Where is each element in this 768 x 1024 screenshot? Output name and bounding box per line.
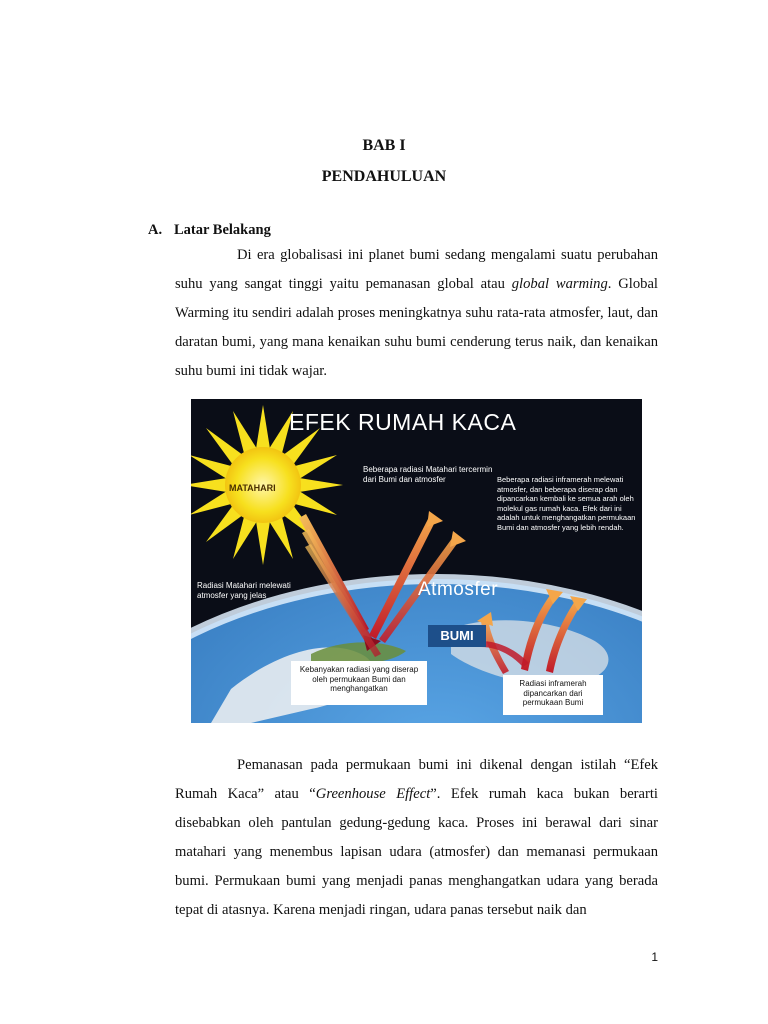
solar-passes-label: Radiasi Matahari melewati atmosfer yang jelas — [197, 581, 291, 600]
section-title: Latar Belakang — [174, 222, 271, 238]
paragraph-greenhouse-text-1: Pemanasan pada permukaan bumi ini dikenal dengan istilah “Efek Rumah Kaca” atau “ — [175, 757, 658, 802]
section-letter: A. — [148, 222, 163, 238]
paragraph-intro-italic: global warming — [511, 276, 608, 292]
paragraph-intro — [175, 241, 658, 386]
infrared-absorption-label: Beberapa radiasi inframerah melewati atmosfer, dan beberapa diserap dan dipancarkan kembali ke semua arah oleh molekul gas rumah kaca. Efek dari ini adalah untuk menghangatkan permukaan Bumi dan atmosfer yang lebih rendah. — [497, 475, 636, 532]
page-number: 1 — [651, 950, 658, 964]
greenhouse-effect-figure — [191, 399, 642, 723]
paragraph-intro-text-2: . Global Warming itu sendiri adalah proses meningkatnya suhu rata-rata atmosfer, laut, dan daratan bumi, yang mana kenaikan suhu bumi cenderung terus naik, dan kenaikan suhu bumi ini tidak wajar. — [175, 276, 658, 379]
paragraph-intro-text-1: Di era globalisasi ini planet bumi sedang mengalami suatu perubahan suhu yang sangat tinggi yaitu pemanasan global atau — [175, 247, 658, 292]
paragraph-greenhouse-italic: Greenhouse Effect — [315, 786, 431, 802]
sun-label: MATAHARI — [229, 483, 276, 493]
infrared-emitted-label: Radiasi inframerah dipancarkan dari permukaan Bumi — [503, 675, 603, 715]
absorbed-radiation-label: Kebanyakan radiasi yang diserap oleh permukaan Bumi dan menghangatkan — [291, 661, 427, 705]
reflected-radiation-label: Beberapa radiasi Matahari tercermin dari Bumi dan atmosfer — [363, 465, 493, 484]
paragraph-greenhouse-text-2: ”. Efek rumah kaca bukan berarti disebabkan oleh pantulan gedung-gedung kaca. Proses ini berawal dari sinar matahari yang menembus lapisan udara (atmosfer) dan memanasi permukaan bumi. Permukaan bumi yang menjadi panas menghangatkan udara yang berada tepat di atasnya. Karena menjadi ringan, udara panas tersebut naik dan — [175, 786, 658, 918]
atmosphere-label: Atmosfer — [418, 579, 499, 600]
chapter-number: BAB I — [362, 137, 406, 154]
section-heading — [148, 222, 271, 239]
earth-label: BUMI — [428, 625, 486, 647]
paragraph-greenhouse — [175, 751, 658, 925]
chapter-title: PENDAHULUAN — [321, 168, 447, 185]
figure-title: EFEK RUMAH KACA — [289, 409, 517, 435]
